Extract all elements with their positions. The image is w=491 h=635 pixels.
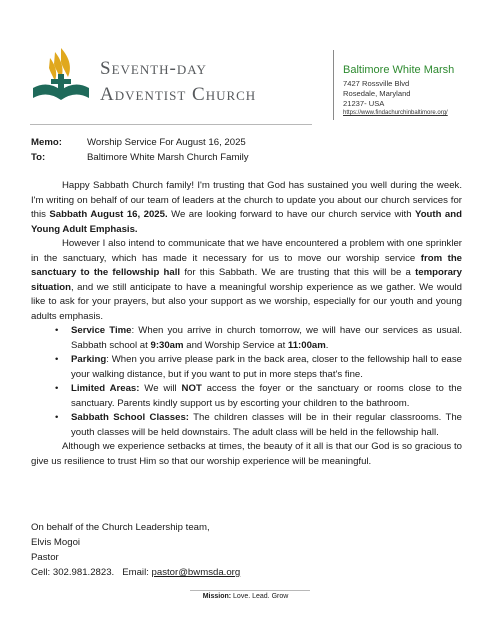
church-name: Baltimore White Marsh [343, 64, 455, 76]
address-line1: 7427 Rossville Blvd [343, 79, 410, 88]
text: . [325, 339, 329, 351]
text: access the foyer or the sanctuary or rooms close to the sanctuary. Parents kindly support us by escorting your children to the bathroom. [71, 383, 462, 409]
memo-recipient-row [31, 152, 249, 164]
signature-block [31, 520, 240, 580]
emphasis-not: NOT [181, 383, 202, 394]
bullet-label: Sabbath School Classes: [71, 412, 189, 423]
contact-text: Cell: 302.981.2823. Email: [31, 567, 152, 578]
paragraph-closing: Although we experience setbacks at times, the beauty of it all is that our God is so gracious to give us resilience to trust Him so that our worship experience will be meaningful. [31, 441, 462, 467]
letter-body [31, 179, 462, 469]
email-link[interactable]: pastor@bwmsda.org [151, 567, 241, 578]
memo-subject: Worship Service For August 16, 2025 [87, 137, 246, 148]
header-rule [30, 124, 312, 125]
memo-subject-row [31, 137, 246, 149]
text: However I also intend to communicate that we have encountered a problem with one sprinkler in the sanctuary, which has made it necessary for us to move our worship service [31, 238, 462, 264]
text: Happy Sabbath Church family! I'm trusting that God has sustained you well during the week. I'm writing on behalf of our team of leaders at the church to update you about our church services for this [31, 180, 462, 220]
address-line2: Rosedale, Maryland [343, 89, 411, 98]
text: The children classes will be in their regular classrooms. The youth classes will be held downstairs. The adult class will be held in the fellowship hall. [71, 412, 462, 438]
address-line3: 21237- USA [343, 99, 385, 108]
relocation-note: from the sanctuary to the fellowship hall [31, 252, 463, 278]
text: , and we still anticipate to have a meaningful worship experience as we gather. We would like to ask for your prayers, but also your support as we worship, especially for our youth and young adults emphasis. [31, 281, 462, 322]
service-emphasis: Youth and Young Adult Emphasis. [31, 209, 462, 235]
service-date: Sabbath August 16, 2025. [49, 209, 168, 220]
header-divider [333, 50, 334, 120]
paragraph-notice [31, 237, 462, 324]
details-list [55, 324, 462, 440]
church-website-link[interactable]: https://www.findachurchinbaltimore.org/ [343, 110, 448, 116]
sabbath-school-time: 9:30am [150, 339, 184, 351]
mission-label: Mission: [202, 593, 232, 600]
signer-name: Elvis Mogoi [31, 537, 81, 548]
list-item-sabbath-school [55, 411, 462, 440]
text: : When you arrive in church tomorrow, we will have our services as usual. Sabbath school at [71, 325, 462, 351]
paragraph-greeting [31, 179, 462, 237]
text: : When you arrive please park in the back area, closer to the fellowship hall to ease your walking distance, but if you want to put in more steps that's fine. [71, 354, 462, 380]
wordmark-line1: Seventh-day [100, 58, 207, 79]
mission-text: Love. Lead. Grow [231, 593, 289, 600]
text: We are looking forward to have our church service with [167, 209, 416, 220]
mission-footer [0, 593, 491, 600]
footer-rule [190, 590, 310, 591]
text: and Worship Service at [183, 339, 288, 351]
to-label: To: [31, 152, 46, 163]
temporary-note: temporary situation [31, 267, 462, 293]
list-item-parking [55, 353, 462, 382]
contact-line [31, 565, 240, 580]
church-contact-block [343, 64, 454, 118]
memo-label: Memo: [31, 137, 62, 148]
bullet-label: Parking [71, 354, 107, 365]
signer-title: Pastor [31, 552, 59, 563]
wordmark-line2: Adventist Church [100, 84, 257, 105]
bullet-label: Limited Areas: [71, 383, 140, 394]
bullet-label: Service Time [71, 325, 132, 336]
list-item-service-time [55, 324, 462, 353]
adventist-logo-icon [30, 44, 92, 106]
memo-recipient: Baltimore White Marsh Church Family [87, 152, 249, 163]
sign-off: On behalf of the Church Leadership team, [31, 522, 210, 533]
denomination-wordmark [100, 58, 256, 106]
list-item-limited-areas [55, 382, 462, 411]
text: We will [139, 383, 182, 394]
worship-time: 11:00am [287, 339, 326, 351]
text: for this Sabbath. We are trusting that this will be a [180, 267, 416, 278]
